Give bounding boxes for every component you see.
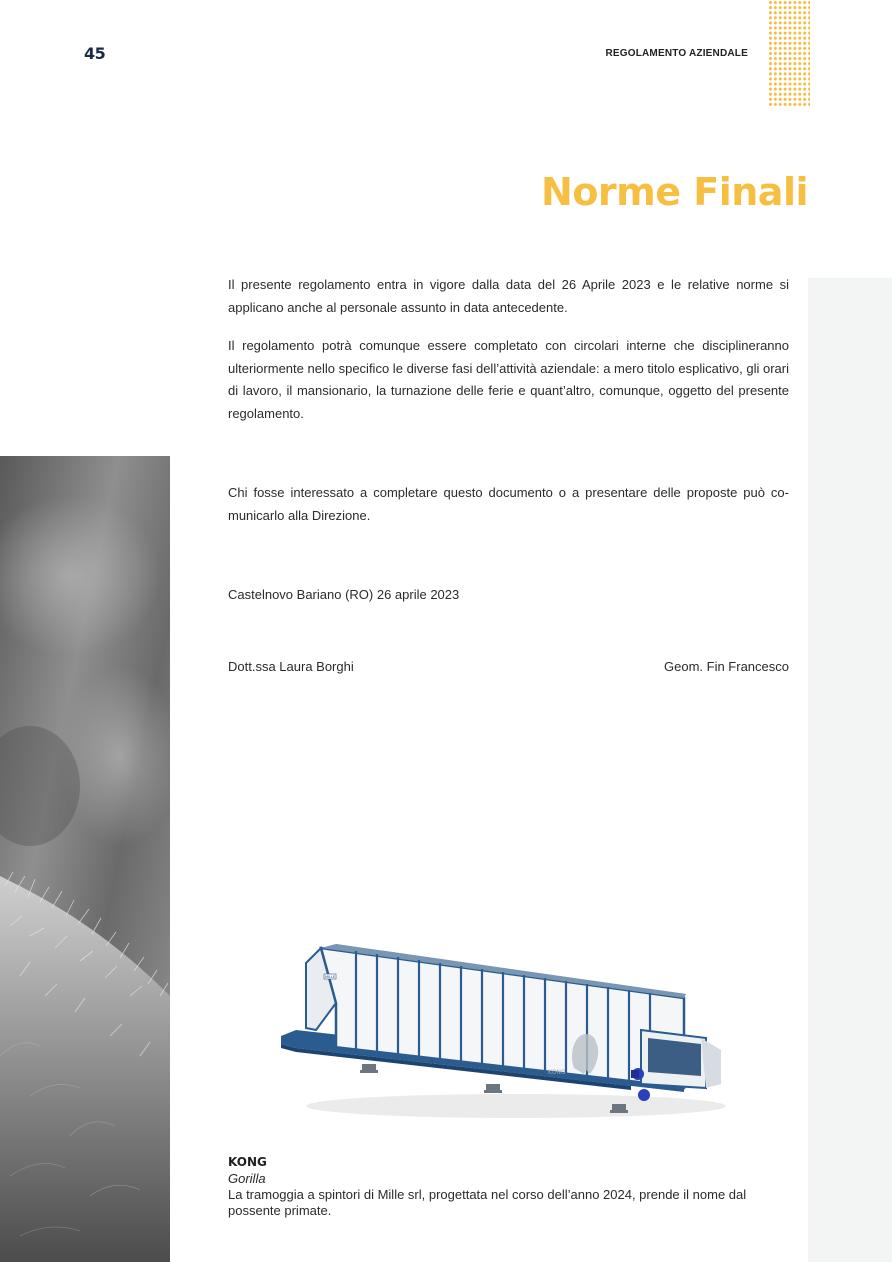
place-and-date: Castelnovo Bariano (RO) 26 aprile 2023 [228, 587, 460, 602]
hopper-machine-illustration [276, 938, 736, 1128]
paragraph-effective-date: Il presente regolamento entra in vigore dalla data del 26 Aprile 2023 e le relative norme si applicano anche al personale assunto in data antecedente. [228, 277, 789, 315]
paragraph-proposals: Chi fosse interessato a completare questo documento o a presentare delle proposte può co-municarlo alla Direzione. [228, 485, 789, 523]
signature-right: Geom. Fin Francesco [664, 659, 789, 674]
page-title: Norme Finali [541, 170, 808, 214]
paragraph-internal-circulars: Il regolamento potrà comunque essere completato con circolari interne che disciplineranno ulteriormente nello specifico le diverse fasi dell’attività aziendale: a mero titolo esplicativo, gli orari di lavoro, il mansionario, la turnazione delle ferie e quant’altro, comunque, oggetto del presente regolamento. [228, 338, 789, 421]
side-mark-text: KONG [548, 1069, 566, 1076]
decorative-dot-grid [768, 0, 810, 108]
page-number: 45 [84, 44, 106, 63]
figure-caption-title: KONG [228, 1155, 267, 1169]
signature-left: Dott.ssa Laura Borghi [228, 659, 354, 674]
section-header-label: REGOLAMENTO AZIENDALE [605, 48, 748, 59]
figure-caption-text: La tramoggia a spintori di Mille srl, progettata nel corso dell’anno 2024, prende il nome dal possente primate. [228, 1187, 747, 1218]
fur-photo [0, 456, 170, 1262]
figure-caption-subtitle: Gorilla [228, 1171, 266, 1186]
brand-plate-text: MILLE [325, 975, 336, 979]
side-panel-background [808, 278, 892, 1262]
